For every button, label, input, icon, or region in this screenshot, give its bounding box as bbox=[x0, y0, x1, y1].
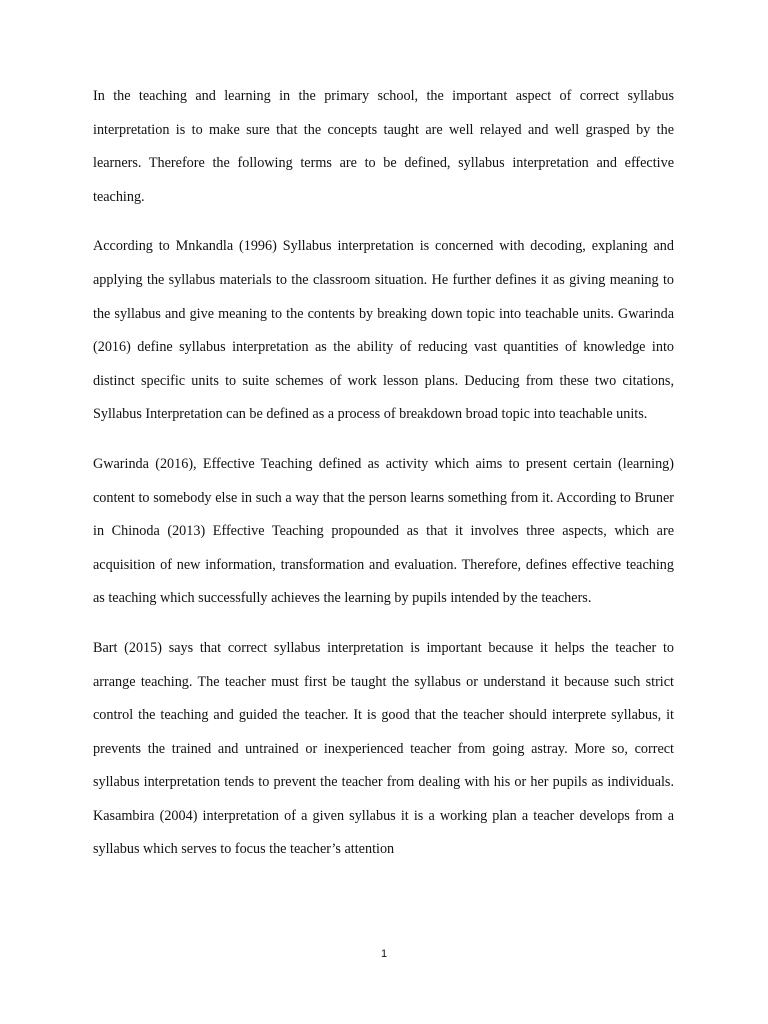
body-text bbox=[93, 80, 674, 867]
paragraph-1: In the teaching and learning in the primary school, the important aspect of correct syllabus interpretation is to make sure that the concepts taught are well relayed and well grasped by the learners. Therefore the following terms are to be defined, syllabus interpretation and effective teaching. bbox=[93, 88, 674, 205]
paragraph-4: Bart (2015) says that correct syllabus interpretation is important because it helps the teacher to arrange teaching. The teacher must first be taught the syllabus or understand it because such strict control the teaching and guided the teacher. It is good that the teacher should interprete syllabus, it prevents the trained and untrained or inexperienced teacher from going astray. More so, correct syllabus interpretation tends to prevent the teacher from dealing with his or her pupils as individuals. Kasambira (2004) interpretation of a given syllabus it is a working plan a teacher develops from a syllabus which serves to focus the teacher’s attention bbox=[93, 639, 674, 858]
paragraph-3: Gwarinda (2016), Effective Teaching defined as activity which aims to present certain (learning) content to somebody else in such a way that the person learns something from it. According to Bruner in Chinoda (2013) Effective Teaching propounded as that it involves three aspects, which are acquisition of new information, transformation and evaluation. Therefore, defines effective teaching as teaching which successfully achieves the learning by pupils intended by the teachers. bbox=[93, 455, 674, 607]
paragraph-2: According to Mnkandla (1996) Syllabus interpretation is concerned with decoding, explaning and applying the syllabus materials to the classroom situation. He further defines it as giving meaning to the syllabus and give meaning to the contents by breaking down topic into teachable units. Gwarinda (2016) define syllabus interpretation as the ability of reducing vast quantities of knowledge into distinct specific units to suite schemes of work lesson plans. Deducing from these two citations, Syllabus Interpretation can be defined as a process of breakdown broad topic into teachable units. bbox=[93, 238, 674, 423]
page-number: 1 bbox=[380, 948, 388, 960]
